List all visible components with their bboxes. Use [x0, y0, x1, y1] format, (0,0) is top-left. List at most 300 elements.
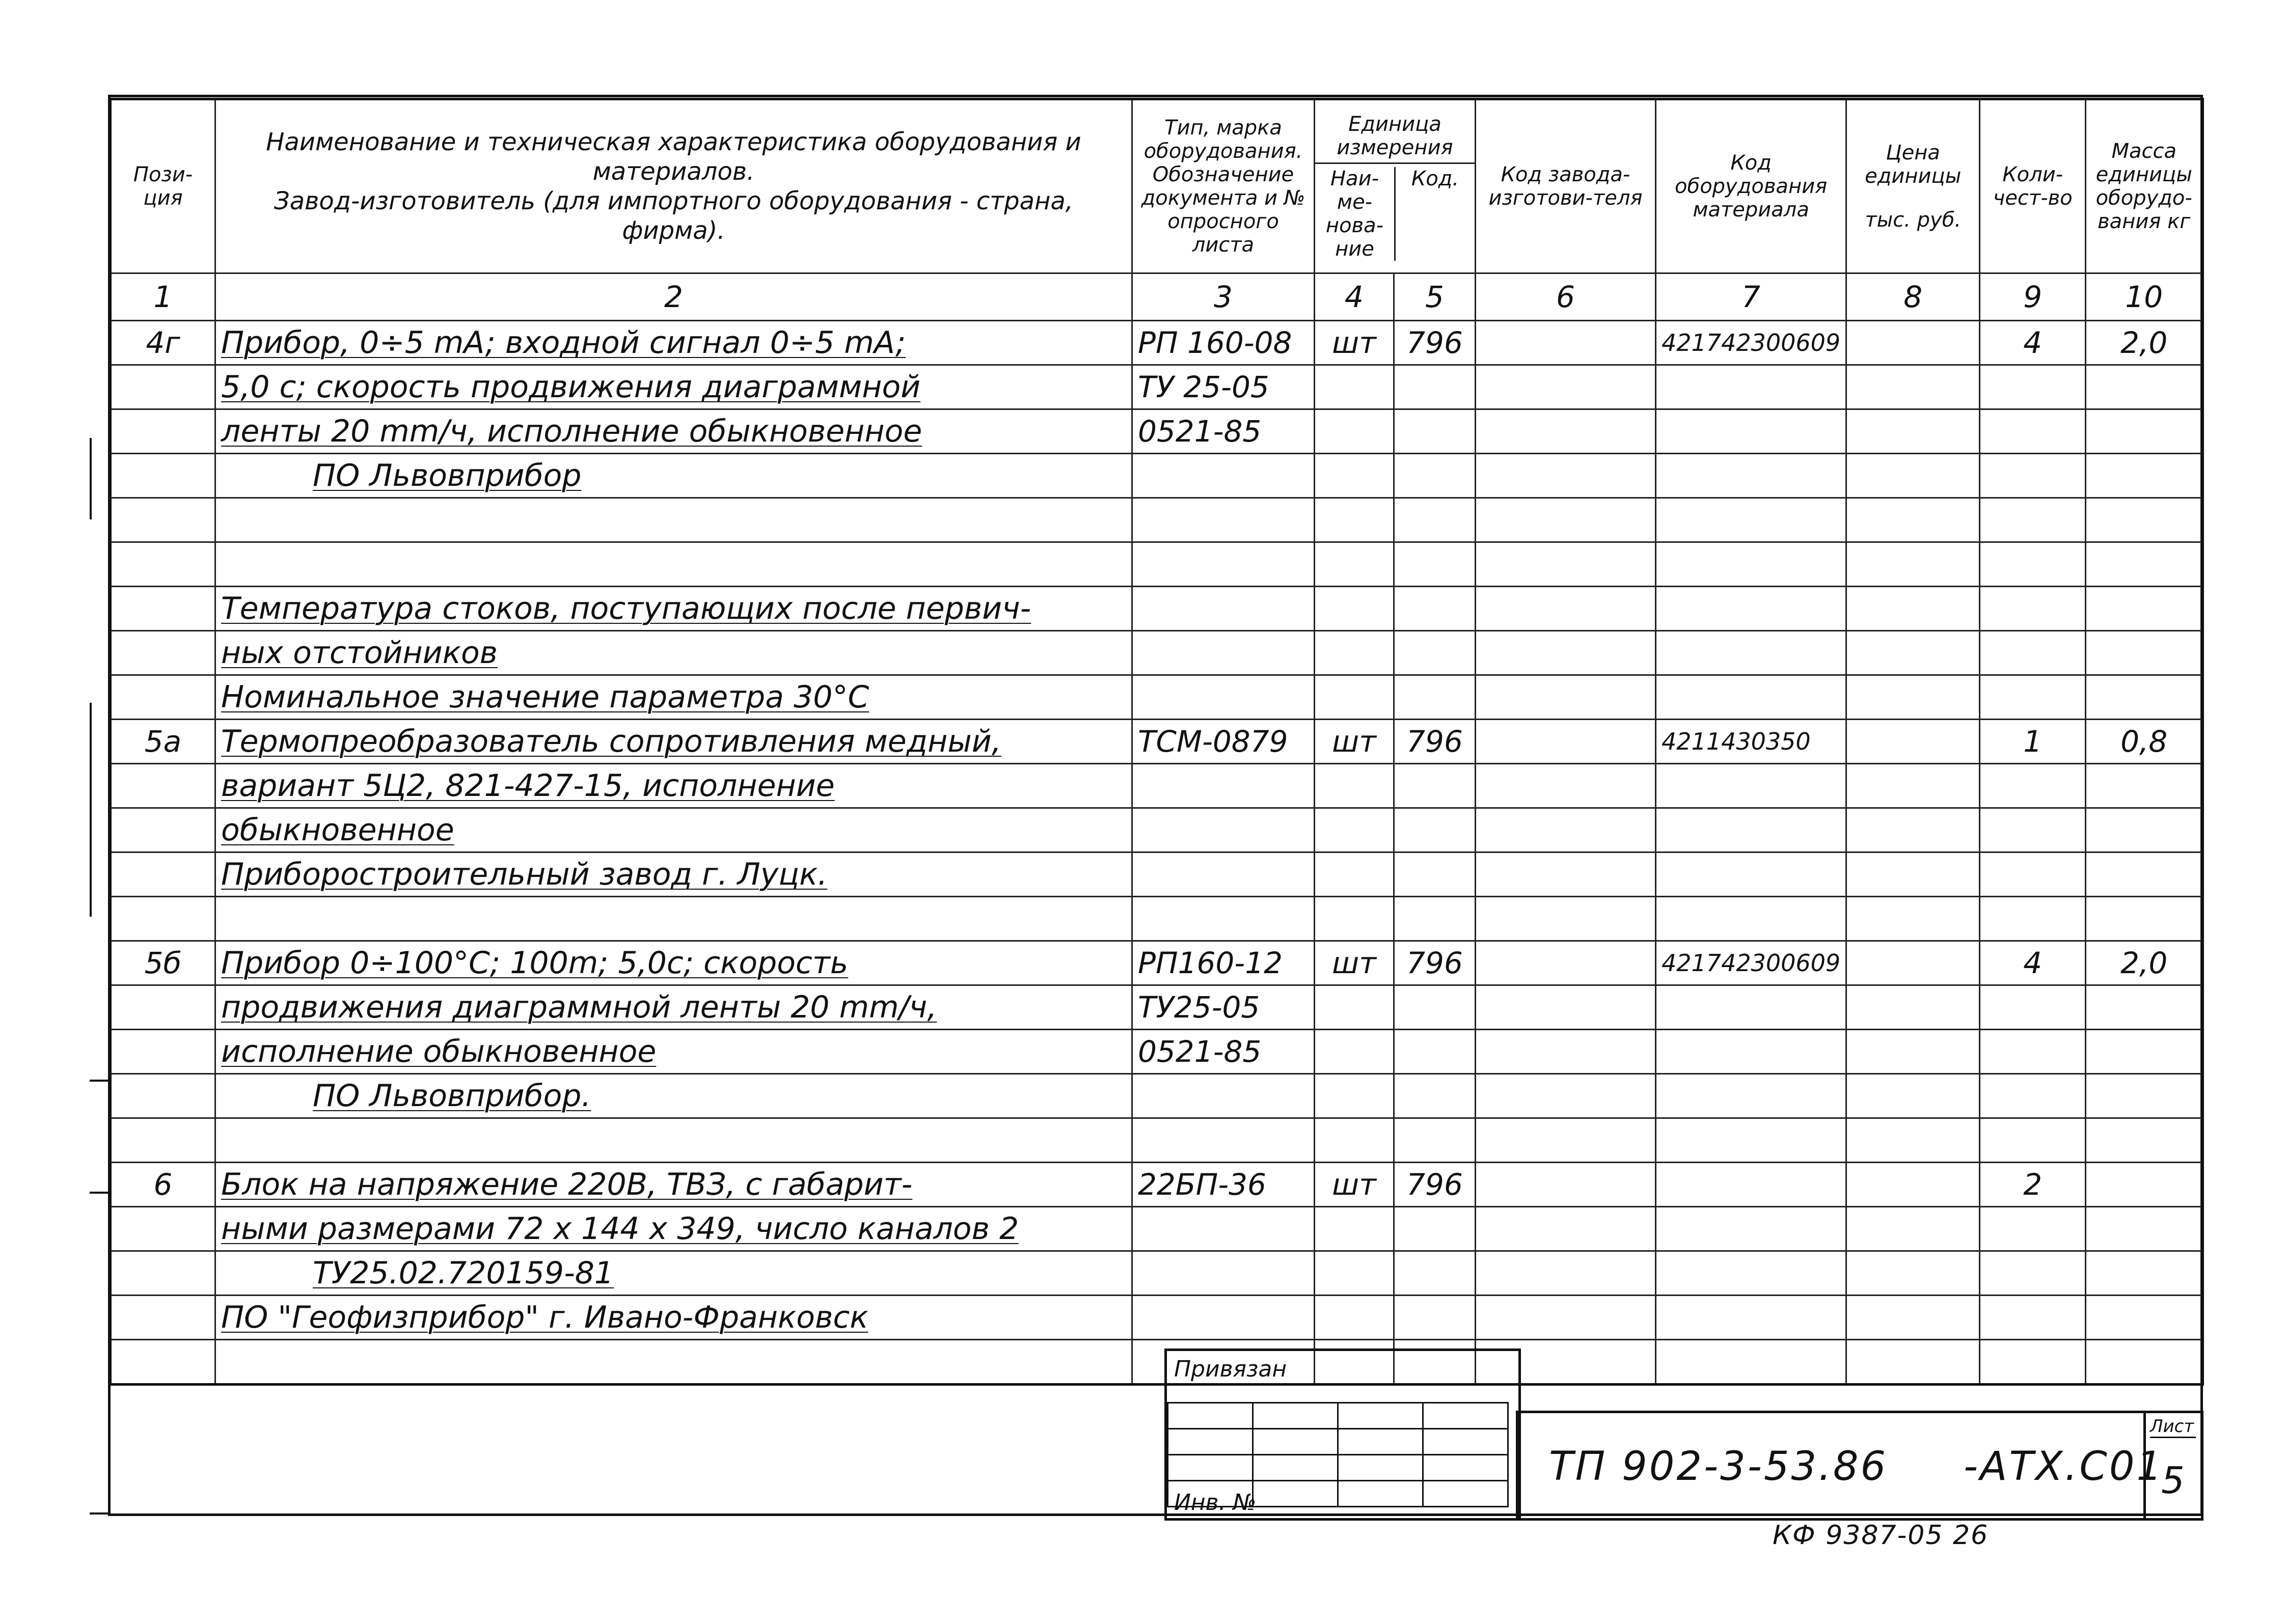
row-position: [111, 1251, 215, 1296]
row-price: [1846, 808, 1980, 852]
row-name: ПО Львовприбор: [215, 454, 1132, 498]
row-unit: [1315, 1118, 1394, 1163]
table-row: [111, 1251, 2203, 1296]
row-position: [111, 1207, 215, 1251]
header-price: [1846, 99, 1980, 273]
row-equipment-code: [1656, 1296, 1846, 1340]
row-unit: [1315, 1296, 1394, 1340]
header-position: Пози-ция: [111, 99, 215, 273]
row-mass: [2086, 764, 2203, 808]
table-row: [111, 897, 2203, 941]
row-name: ТУ25.02.720159-81: [215, 1251, 1132, 1296]
row-type: [1132, 897, 1315, 941]
row-type: [1132, 631, 1315, 675]
row-price: [1846, 631, 1980, 675]
row-mass: [2086, 675, 2203, 720]
row-unit: шт: [1315, 941, 1394, 985]
table-row: [111, 1118, 2203, 1163]
row-mass: [2086, 454, 2203, 498]
row-quantity: [1980, 454, 2086, 498]
document-code-suffix: -АТХ.С01: [1963, 1444, 2164, 1490]
table-row: [111, 808, 2203, 852]
row-factory-code: [1476, 675, 1656, 720]
row-mass: [2086, 631, 2203, 675]
row-unit: [1315, 498, 1394, 542]
row-quantity: 4: [1980, 941, 2086, 985]
row-position: [111, 1118, 215, 1163]
row-unit: [1315, 365, 1394, 409]
table-row: [111, 409, 2203, 454]
row-position: [111, 409, 215, 454]
row-unit-code: [1394, 985, 1476, 1030]
row-price: [1846, 1118, 1980, 1163]
row-mass: [2086, 1030, 2203, 1074]
row-price: [1846, 1030, 1980, 1074]
row-price: [1846, 985, 1980, 1030]
row-quantity: [1980, 1340, 2086, 1385]
row-quantity: [1980, 542, 2086, 587]
row-name: [215, 1118, 1132, 1163]
row-factory-code: [1476, 720, 1656, 764]
row-unit: шт: [1315, 720, 1394, 764]
row-price: [1846, 542, 1980, 587]
row-equipment-code: [1656, 542, 1846, 587]
row-mass: [2086, 985, 2203, 1030]
table-row: [111, 1340, 2203, 1385]
row-type: [1132, 852, 1315, 897]
margin-tick: [90, 1192, 108, 1194]
column-number: 5: [1394, 273, 1476, 321]
row-mass: [2086, 1296, 2203, 1340]
row-equipment-code: [1656, 498, 1846, 542]
row-price: [1846, 1163, 1980, 1207]
row-factory-code: [1476, 1296, 1656, 1340]
row-quantity: [1980, 1118, 2086, 1163]
row-price: [1846, 454, 1980, 498]
row-unit-code: [1394, 365, 1476, 409]
row-mass: 2,0: [2086, 941, 2203, 985]
row-equipment-code: [1656, 1163, 1846, 1207]
header-price-label: Цена единицы: [1865, 141, 1962, 188]
row-unit-code: [1394, 897, 1476, 941]
row-price: [1846, 409, 1980, 454]
row-name: вариант 5Ц2, 821-427-15, исполнение: [215, 764, 1132, 808]
row-price: [1846, 852, 1980, 897]
row-equipment-code: [1656, 1074, 1846, 1118]
header-equipment-code: Код оборудования материала: [1656, 99, 1846, 273]
row-unit-code: [1394, 764, 1476, 808]
column-number: 7: [1656, 273, 1846, 321]
row-factory-code: [1476, 631, 1656, 675]
row-price: [1846, 1251, 1980, 1296]
row-equipment-code: 421742300609: [1656, 321, 1846, 365]
row-type: [1132, 542, 1315, 587]
row-position: [111, 985, 215, 1030]
row-mass: [2086, 897, 2203, 941]
row-quantity: [1980, 675, 2086, 720]
table-row: [111, 542, 2203, 587]
sheet-label: Лист: [2150, 1416, 2196, 1438]
row-unit-code: 796: [1394, 1163, 1476, 1207]
frame-top: [109, 95, 2202, 97]
row-name: Прибор, 0÷5 mA; входной сигнал 0÷5 mA;: [215, 321, 1132, 365]
row-factory-code: [1476, 365, 1656, 409]
row-quantity: [1980, 631, 2086, 675]
row-quantity: [1980, 985, 2086, 1030]
row-mass: [2086, 542, 2203, 587]
row-position: [111, 1340, 215, 1385]
row-type: РП160-12: [1132, 941, 1315, 985]
table-row: [111, 498, 2203, 542]
row-quantity: [1980, 808, 2086, 852]
row-factory-code: [1476, 852, 1656, 897]
row-price: [1846, 1296, 1980, 1340]
column-number: 10: [2086, 273, 2203, 321]
column-number: 6: [1476, 273, 1656, 321]
row-unit-code: [1394, 587, 1476, 631]
row-type: [1132, 675, 1315, 720]
column-number: 4: [1315, 273, 1394, 321]
column-number: 1: [111, 273, 215, 321]
row-equipment-code: [1656, 1207, 1846, 1251]
row-position: [111, 631, 215, 675]
table-row: [111, 941, 2203, 985]
attachment-stamp: [1164, 1348, 1521, 1521]
row-name: [215, 498, 1132, 542]
row-unit-code: 796: [1394, 941, 1476, 985]
row-unit-code: [1394, 631, 1476, 675]
header-unit-group: [1315, 99, 1476, 273]
row-position: [111, 675, 215, 720]
row-quantity: [1980, 1074, 2086, 1118]
row-name: Блок на напряжение 220В, ТВЗ, с габарит-: [215, 1163, 1132, 1207]
row-unit: [1315, 542, 1394, 587]
archive-number: КФ 9387-05 26: [1773, 1520, 1989, 1551]
row-mass: 2,0: [2086, 321, 2203, 365]
row-quantity: 2: [1980, 1163, 2086, 1207]
header-unit-code: Код.: [1411, 167, 1459, 190]
row-mass: [2086, 1074, 2203, 1118]
row-equipment-code: [1656, 454, 1846, 498]
row-price: [1846, 720, 1980, 764]
row-quantity: [1980, 764, 2086, 808]
table-row: [111, 1163, 2203, 1207]
row-position: [111, 587, 215, 631]
column-number: 3: [1132, 273, 1315, 321]
header-mass: Масса единицы оборудо-вания кг: [2086, 99, 2203, 273]
row-equipment-code: 421742300609: [1656, 941, 1846, 985]
row-mass: [2086, 1207, 2203, 1251]
row-equipment-code: [1656, 1251, 1846, 1296]
table-row: [111, 852, 2203, 897]
row-unit-code: [1394, 1030, 1476, 1074]
row-unit: [1315, 1074, 1394, 1118]
row-unit-code: [1394, 1207, 1476, 1251]
row-mass: [2086, 1163, 2203, 1207]
row-unit-code: [1394, 1296, 1476, 1340]
row-price: [1846, 675, 1980, 720]
row-quantity: 1: [1980, 720, 2086, 764]
row-type: [1132, 1207, 1315, 1251]
row-quantity: [1980, 409, 2086, 454]
row-equipment-code: [1656, 1030, 1846, 1074]
row-unit: [1315, 808, 1394, 852]
row-position: [111, 808, 215, 852]
row-factory-code: [1476, 897, 1656, 941]
row-unit-code: 796: [1394, 321, 1476, 365]
table-body: [111, 321, 2203, 1385]
row-price: [1846, 365, 1980, 409]
row-factory-code: [1476, 587, 1656, 631]
row-name: Термопреобразователь сопротивления медный,: [215, 720, 1132, 764]
row-factory-code: [1476, 1207, 1656, 1251]
table-row: [111, 985, 2203, 1030]
row-unit-code: [1394, 1118, 1476, 1163]
row-factory-code: [1476, 985, 1656, 1030]
row-price: [1846, 764, 1980, 808]
row-name: обыкновенное: [215, 808, 1132, 852]
row-equipment-code: [1656, 409, 1846, 454]
margin-tick: [90, 1080, 108, 1082]
row-quantity: [1980, 365, 2086, 409]
row-name: 5,0 с; скорость продвижения диаграммной: [215, 365, 1132, 409]
row-position: 5б: [111, 941, 215, 985]
table-row: [111, 365, 2203, 409]
row-quantity: [1980, 1030, 2086, 1074]
row-type: 0521-85: [1132, 1030, 1315, 1074]
header-name-line2: Завод-изготовитель (для импортного оборудования - страна, фирма).: [274, 187, 1074, 245]
row-name: Номинальное значение параметра 30°С: [215, 675, 1132, 720]
row-unit: [1315, 631, 1394, 675]
row-unit-code: [1394, 498, 1476, 542]
row-unit: [1315, 409, 1394, 454]
header-unit-title: Единица измерения: [1315, 113, 1475, 164]
row-position: [111, 498, 215, 542]
header-factory-code: Код завода-изготови-теля: [1476, 99, 1656, 273]
row-mass: [2086, 1251, 2203, 1296]
row-price: [1846, 587, 1980, 631]
row-type: [1132, 764, 1315, 808]
row-type: 0521-85: [1132, 409, 1315, 454]
row-unit: [1315, 587, 1394, 631]
row-factory-code: [1476, 808, 1656, 852]
row-position: [111, 1030, 215, 1074]
row-type: РП 160-08: [1132, 321, 1315, 365]
row-name: [215, 1340, 1132, 1385]
sheet-number: 5: [2161, 1459, 2185, 1502]
column-number: 9: [1980, 273, 2086, 321]
table-row: [111, 1296, 2203, 1340]
row-position: [111, 1074, 215, 1118]
table-row: [111, 1030, 2203, 1074]
row-type: [1132, 808, 1315, 852]
row-name: [215, 897, 1132, 941]
row-unit: [1315, 985, 1394, 1030]
row-position: [111, 897, 215, 941]
row-name: Прибор 0÷100°С; 100m; 5,0с; скорость: [215, 941, 1132, 985]
header-type: Тип, марка оборудования. Обозначение документа и № опросного листа: [1132, 99, 1315, 273]
row-name: Приборостроительный завод г. Луцк.: [215, 852, 1132, 897]
row-factory-code: [1476, 542, 1656, 587]
row-position: [111, 365, 215, 409]
document-code-main: ТП 902-3-53.86: [1549, 1444, 1888, 1490]
row-quantity: [1980, 852, 2086, 897]
row-unit-code: [1394, 852, 1476, 897]
row-type: [1132, 454, 1315, 498]
row-position: [111, 852, 215, 897]
table-row: [111, 321, 2203, 365]
row-name: ПО Львовприбор.: [215, 1074, 1132, 1118]
row-position: [111, 764, 215, 808]
row-name: продвижения диаграммной ленты 20 mm/ч,: [215, 985, 1132, 1030]
row-type: ТУ25-05: [1132, 985, 1315, 1030]
row-quantity: [1980, 498, 2086, 542]
row-unit-code: 796: [1394, 720, 1476, 764]
row-unit-code: [1394, 675, 1476, 720]
table-header-row: [111, 99, 2203, 273]
row-name: ленты 20 mm/ч, исполнение обыкновенное: [215, 409, 1132, 454]
row-unit: [1315, 764, 1394, 808]
row-factory-code: [1476, 321, 1656, 365]
row-equipment-code: [1656, 808, 1846, 852]
row-position: 4г: [111, 321, 215, 365]
header-quantity: Коли-чест-во: [1980, 99, 2086, 273]
table-row: [111, 720, 2203, 764]
row-name: ными размерами 72 х 144 х 349, число каналов 2: [215, 1207, 1132, 1251]
margin-line: [90, 703, 92, 917]
row-equipment-code: [1656, 897, 1846, 941]
row-factory-code: [1476, 1074, 1656, 1118]
row-quantity: [1980, 1251, 2086, 1296]
row-factory-code: [1476, 498, 1656, 542]
row-mass: [2086, 852, 2203, 897]
row-equipment-code: [1656, 365, 1846, 409]
row-factory-code: [1476, 1163, 1656, 1207]
header-name-line1: Наименование и техническая характеристика оборудования и материалов.: [266, 128, 1081, 186]
row-unit: [1315, 897, 1394, 941]
row-mass: [2086, 808, 2203, 852]
title-block: [1516, 1411, 2203, 1521]
header-name: [215, 99, 1132, 273]
row-name: Температура стоков, поступающих после первич-: [215, 587, 1132, 631]
row-name: ных отстойников: [215, 631, 1132, 675]
row-factory-code: [1476, 1118, 1656, 1163]
row-mass: [2086, 1118, 2203, 1163]
row-unit: [1315, 675, 1394, 720]
table-row: [111, 1074, 2203, 1118]
row-mass: [2086, 587, 2203, 631]
row-type: [1132, 498, 1315, 542]
stamp-attached-label: Привязан: [1174, 1356, 1287, 1382]
row-unit-code: [1394, 542, 1476, 587]
row-price: [1846, 897, 1980, 941]
row-unit-code: [1394, 454, 1476, 498]
row-name: [215, 542, 1132, 587]
row-unit: [1315, 1207, 1394, 1251]
margin-tick: [90, 1512, 108, 1515]
row-type: 22БП-36: [1132, 1163, 1315, 1207]
row-mass: [2086, 409, 2203, 454]
row-type: [1132, 1251, 1315, 1296]
table-row: [111, 454, 2203, 498]
row-mass: [2086, 498, 2203, 542]
row-equipment-code: 4211430350: [1656, 720, 1846, 764]
table-row: [111, 631, 2203, 675]
row-factory-code: [1476, 1251, 1656, 1296]
row-unit-code: [1394, 1074, 1476, 1118]
row-position: [111, 542, 215, 587]
column-number: 2: [215, 273, 1132, 321]
row-position: [111, 454, 215, 498]
row-quantity: [1980, 587, 2086, 631]
row-name: исполнение обыкновенное: [215, 1030, 1132, 1074]
row-equipment-code: [1656, 587, 1846, 631]
row-type: [1132, 1074, 1315, 1118]
row-factory-code: [1476, 409, 1656, 454]
row-name: ПО "Геофизприбор" г. Ивано-Франковск: [215, 1296, 1132, 1340]
row-price: [1846, 1207, 1980, 1251]
column-number: 8: [1846, 273, 1980, 321]
row-equipment-code: [1656, 764, 1846, 808]
row-unit: шт: [1315, 1163, 1394, 1207]
row-position: 6: [111, 1163, 215, 1207]
row-quantity: [1980, 1296, 2086, 1340]
row-position: [111, 1296, 215, 1340]
row-quantity: 4: [1980, 321, 2086, 365]
row-factory-code: [1476, 454, 1656, 498]
row-unit-code: [1394, 808, 1476, 852]
stamp-inv-label: Инв. №: [1174, 1490, 1257, 1516]
sheet-box: [2143, 1413, 2201, 1518]
row-type: [1132, 1118, 1315, 1163]
column-number-row: [111, 273, 2203, 321]
row-price: [1846, 1340, 1980, 1385]
row-factory-code: [1476, 1030, 1656, 1074]
row-unit: [1315, 1030, 1394, 1074]
row-price: [1846, 941, 1980, 985]
row-price: [1846, 1074, 1980, 1118]
specification-table: [109, 98, 2204, 1386]
row-unit-code: [1394, 1251, 1476, 1296]
row-equipment-code: [1656, 852, 1846, 897]
row-mass: [2086, 365, 2203, 409]
table-row: [111, 764, 2203, 808]
row-type: [1132, 1296, 1315, 1340]
row-equipment-code: [1656, 631, 1846, 675]
row-mass: 0,8: [2086, 720, 2203, 764]
row-equipment-code: [1656, 985, 1846, 1030]
row-quantity: [1980, 897, 2086, 941]
header-unit-name: Наи-ме-нова-ние: [1315, 167, 1396, 261]
table-row: [111, 587, 2203, 631]
row-equipment-code: [1656, 675, 1846, 720]
margin-line: [90, 438, 92, 519]
row-price: [1846, 498, 1980, 542]
row-position: 5а: [111, 720, 215, 764]
row-quantity: [1980, 1207, 2086, 1251]
row-unit: [1315, 454, 1394, 498]
table-row: [111, 675, 2203, 720]
table-row: [111, 1207, 2203, 1251]
row-equipment-code: [1656, 1118, 1846, 1163]
row-unit-code: [1394, 409, 1476, 454]
row-factory-code: [1476, 941, 1656, 985]
row-type: [1132, 587, 1315, 631]
row-unit: [1315, 852, 1394, 897]
row-unit: [1315, 1251, 1394, 1296]
row-type: ТУ 25-05: [1132, 365, 1315, 409]
header-price-unit: тыс. руб.: [1865, 208, 1962, 232]
